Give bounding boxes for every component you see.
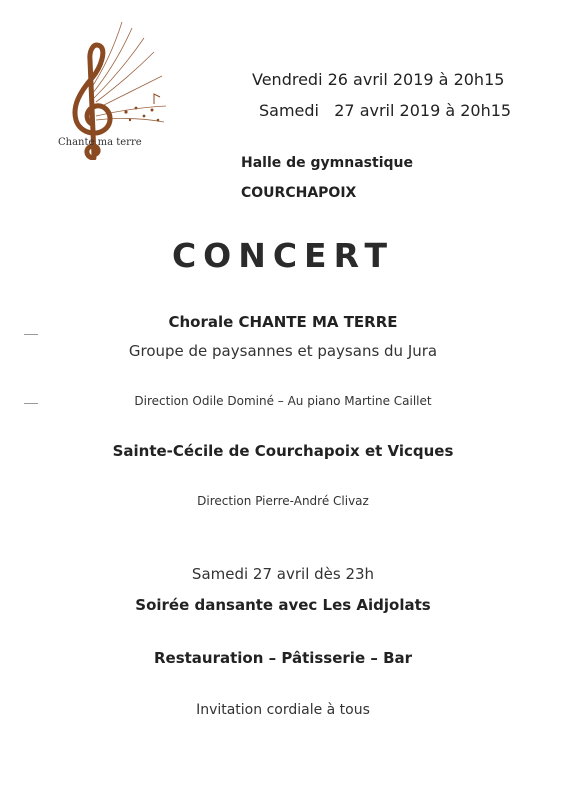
- choir-direction: Direction Odile Dominé – Au piano Martine Caillet: [134, 394, 432, 408]
- date-line-1: Vendredi 26 avril 2019 à 20h15: [252, 70, 505, 89]
- margin-mark: [24, 334, 38, 335]
- choir-subtitle: Groupe de paysannes et paysans du Jura: [128, 342, 438, 360]
- venue-town: COURCHAPOIX: [241, 185, 357, 201]
- choir-name: Chorale CHANTE MA TERRE: [168, 313, 398, 331]
- page-title: CONCERT: [171, 236, 395, 275]
- logo-text: Chante ma terre: [58, 137, 142, 148]
- second-choir-name: Sainte-Cécile de Courchapoix et Vicques: [112, 442, 454, 460]
- date-line-2: Samedi 27 avril 2019 à 20h15: [259, 101, 512, 120]
- margin-mark: [24, 403, 38, 404]
- second-choir-direction: Direction Pierre-André Clivaz: [197, 494, 369, 508]
- venue-name: Halle de gymnastique: [241, 155, 413, 171]
- evening-event: Soirée dansante avec Les Aidjolats: [135, 596, 431, 614]
- invitation-text: Invitation cordiale à tous: [196, 702, 370, 718]
- food-offer: Restauration – Pâtisserie – Bar: [153, 649, 413, 667]
- evening-date: Samedi 27 avril dès 23h: [191, 565, 375, 583]
